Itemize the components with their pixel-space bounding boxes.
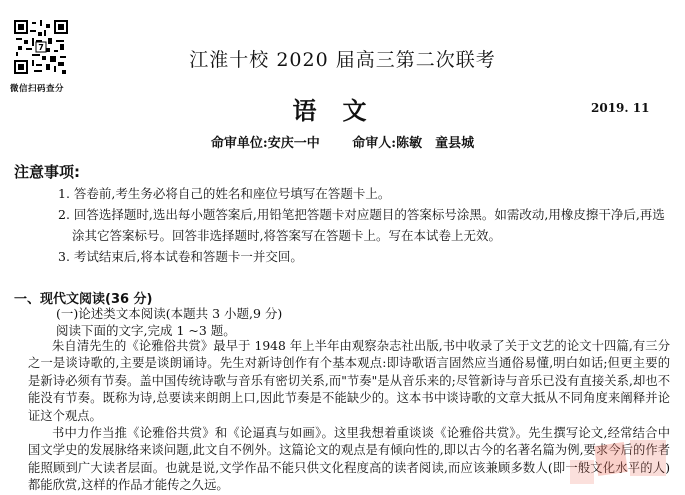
passage-paragraph: 朱自清先生的《论雅俗共赏》最早于 1948 年上半年由观察杂志社出版,书中收录了关于文艺的论文十四篇,有三分之一是谈诗歌的,主要是谈朗诵诗。先生对新诗创作有个基本观点:即诗歌语言固然应当通俗易懂,明白如话;但更主要的是新诗必须有节奏。盖中国传统诗歌与音乐有密切关系,而"节奏"是从音乐来的;尽管新诗与音乐已没有直接关系,却也不能没有节奏。既称为诗,总要读来朗朗上口,因此节奏是不能缺少的。这本书中谈诗歌的文章大抵从不同角度来阐释并论证这个观点。 [28, 339, 670, 423]
notice-heading: 注意事项: [14, 163, 80, 181]
qr-caption: 微信扫码查分 [10, 84, 65, 94]
authors-line [0, 132, 685, 151]
subject-title: 语文 [292, 96, 393, 125]
reading-passage [28, 338, 670, 495]
reading-instruction: 阅读下面的文字,完成 1 ~3 题。 [56, 323, 236, 338]
notice-item: 2. 回答选择题时,选出每小题答案后,用铅笔把答题卡对应题目的答案标号涂黑。如需改动,用橡皮擦干净后,再选涂其它答案标号。回答非选择题时,将答案写在答题卡上。写在本试卷上无效。 [58, 207, 665, 243]
notice-item: 1. 答卷前,考生务必将自己的姓名和座位号填写在答题卡上。 [58, 186, 391, 201]
author-unit: 命审单位:安庆一中 [210, 136, 320, 151]
author-people: 命审人:陈敏 童县城 [352, 136, 475, 151]
subsection-heading: (一)论述类文本阅读(本题共 3 小题,9 分) [56, 306, 283, 321]
notice-item: 3. 考试结束后,将本试卷和答题卡一并交回。 [58, 249, 303, 264]
notice-list [58, 183, 670, 267]
passage-paragraph: 书中力作当推《论雅俗共赏》和《论逼真与如画》。这里我想着重谈谈《论雅俗共赏》。先生撰写论文,经常结合中国文学史的发展脉络来谈问题,此文自不例外。这篇论文的观点是有倾向性的,即以古今的名著名篇为例,要求今后的作者能照顾到广大读者层面。也就是说,文学作品不能只供文化程度高的读者阅读,而应该兼顾多数人(即一般文化水平的人)都能欣赏,这样的作品才能传之久远。 [28, 426, 670, 493]
svg-text:7: 7 [38, 43, 44, 52]
exam-title: 江淮十校 2020 届高三第二次联考 [189, 49, 496, 71]
exam-date: 2019. 11 [591, 101, 650, 115]
section-heading: 一、现代文阅读(36 分) [14, 292, 153, 307]
